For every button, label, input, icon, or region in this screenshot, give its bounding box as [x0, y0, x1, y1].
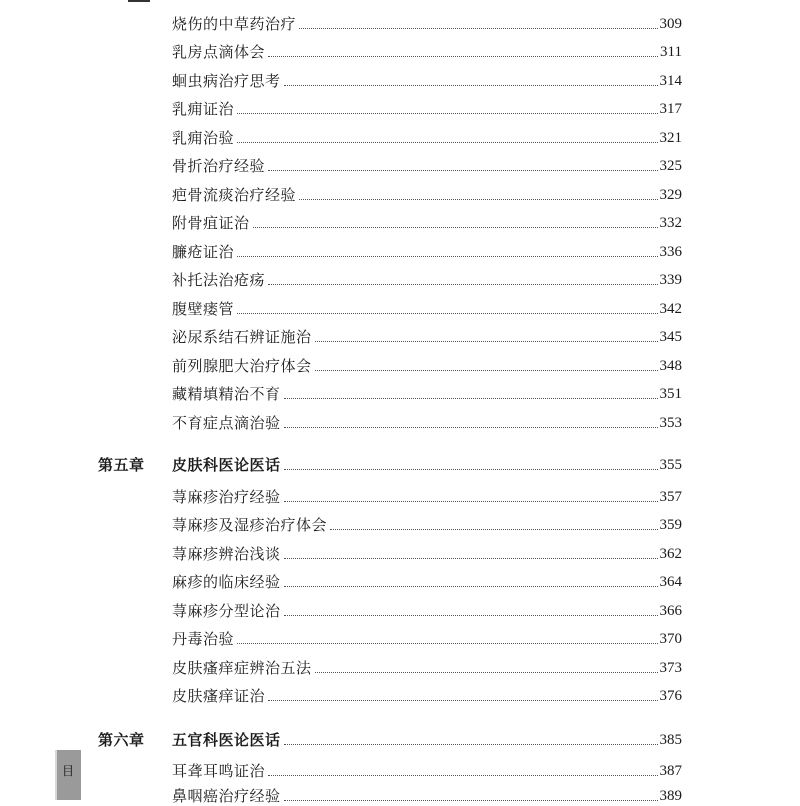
- chapter-heading: [98, 726, 682, 750]
- toc-entry: [172, 483, 682, 507]
- leader-dots: [330, 529, 657, 530]
- toc-entry: [172, 511, 682, 535]
- entry-title: 荨麻疹分型论治: [172, 602, 281, 620]
- leader-dots: [315, 341, 658, 342]
- entry-title: 蛔虫病治疗思考: [172, 72, 281, 90]
- leader-dots: [237, 313, 657, 314]
- page-number: 345: [659, 329, 682, 345]
- leader-dots: [299, 199, 657, 200]
- leader-dots: [284, 558, 658, 559]
- page-number: 317: [659, 101, 682, 117]
- entry-title: 烧伤的中草药治疗: [172, 15, 297, 33]
- toc-entry: [172, 266, 682, 290]
- page-number: 366: [659, 603, 682, 619]
- page-number: 339: [659, 272, 682, 288]
- leader-dots: [284, 469, 658, 470]
- leader-dots: [315, 370, 658, 371]
- leader-dots: [284, 800, 658, 801]
- page-number: 336: [659, 244, 682, 260]
- entry-title: 疤骨流痰治疗经验: [172, 186, 297, 204]
- chapter-number: 第五章: [98, 456, 145, 474]
- toc-entry: [172, 38, 682, 62]
- entry-title: 臁疮证治: [172, 243, 235, 261]
- entry-title: 荨麻疹及湿疹治疗体会: [172, 516, 328, 534]
- leader-dots: [268, 700, 657, 701]
- toc-entry: [172, 625, 682, 649]
- entry-title: 皮肤瘙痒证治: [172, 687, 266, 705]
- entry-title: 骨折治疗经验: [172, 157, 266, 175]
- toc-entry: [172, 409, 682, 433]
- page-number: 373: [659, 660, 682, 676]
- toc-entry: [172, 352, 682, 376]
- entry-title: 麻疹的临床经验: [172, 573, 281, 591]
- side-tab-label: 目: [62, 764, 75, 778]
- side-tab: [55, 750, 81, 800]
- entry-title: 乳痈治验: [172, 129, 235, 147]
- entry-title: 附骨疽证治: [172, 214, 250, 232]
- entry-title: 前列腺肥大治疗体会: [172, 357, 312, 375]
- page-number: 325: [659, 158, 682, 174]
- entry-title: 乳痈证治: [172, 100, 235, 118]
- page-number: 376: [659, 688, 682, 704]
- entry-title: 不育症点滴治验: [172, 414, 281, 432]
- entry-title: 丹毒治验: [172, 630, 235, 648]
- toc-entry: [172, 10, 682, 34]
- page-number: 351: [659, 386, 682, 402]
- toc-entry: [172, 152, 682, 176]
- chapter-number: 第六章: [98, 731, 145, 749]
- leader-dots: [268, 775, 657, 776]
- toc-entry: [172, 295, 682, 319]
- page-number: 342: [659, 301, 682, 317]
- leader-dots: [284, 85, 658, 86]
- page-number: 359: [659, 517, 682, 533]
- page-number: 314: [659, 73, 682, 89]
- leader-dots: [237, 142, 657, 143]
- page-number: 311: [660, 44, 682, 60]
- page-number: 332: [659, 215, 682, 231]
- leader-dots: [284, 427, 658, 428]
- page-number: 370: [659, 631, 682, 647]
- leader-dots: [315, 672, 658, 673]
- entry-title: 鼻咽癌治疗经验: [172, 787, 281, 805]
- leader-dots: [268, 56, 658, 57]
- page-number: 329: [659, 187, 682, 203]
- toc-entry: [172, 209, 682, 233]
- leader-dots: [268, 284, 657, 285]
- toc-entry: [172, 540, 682, 564]
- top-rule: [128, 0, 150, 2]
- leader-dots: [284, 744, 658, 745]
- leader-dots: [284, 501, 658, 502]
- entry-title: 腹壁瘘管: [172, 300, 235, 318]
- leader-dots: [253, 227, 658, 228]
- leader-dots: [237, 256, 657, 257]
- toc-entry: [172, 95, 682, 119]
- entry-title: 泌尿系结石辨证施治: [172, 328, 312, 346]
- leader-dots: [237, 643, 657, 644]
- page-number: 387: [659, 763, 682, 779]
- page-number: 385: [659, 732, 682, 748]
- toc-entry: [172, 782, 682, 806]
- page-number: 357: [659, 489, 682, 505]
- toc-entry: [172, 238, 682, 262]
- toc-entry: [172, 323, 682, 347]
- leader-dots: [237, 113, 657, 114]
- toc-entry: [172, 682, 682, 706]
- leader-dots: [299, 28, 657, 29]
- chapter-title: 五官科医论医话: [172, 731, 281, 749]
- toc-entry: [172, 654, 682, 678]
- toc-entry: [172, 124, 682, 148]
- toc-entry: [172, 568, 682, 592]
- chapter-title: 皮肤科医论医话: [172, 456, 281, 474]
- leader-dots: [284, 586, 658, 587]
- toc-entry: [172, 757, 682, 781]
- leader-dots: [268, 170, 657, 171]
- entry-title: 耳聋耳鸣证治: [172, 762, 266, 780]
- toc-entry: [172, 380, 682, 404]
- toc-entry: [172, 181, 682, 205]
- entry-title: 皮肤瘙痒症辨治五法: [172, 659, 312, 677]
- leader-dots: [284, 615, 658, 616]
- page-number: 364: [659, 574, 682, 590]
- page-number: 362: [659, 546, 682, 562]
- entry-title: 荨麻疹辨治浅谈: [172, 545, 281, 563]
- entry-title: 荨麻疹治疗经验: [172, 488, 281, 506]
- page-number: 355: [659, 457, 682, 473]
- page-number: 389: [659, 788, 682, 804]
- toc-entry: [172, 67, 682, 91]
- entry-title: 补托法治疮疡: [172, 271, 266, 289]
- page-number: 309: [659, 16, 682, 32]
- toc-entry: [172, 597, 682, 621]
- page-number: 348: [659, 358, 682, 374]
- page-number: 353: [659, 415, 682, 431]
- leader-dots: [284, 398, 658, 399]
- chapter-heading: [98, 451, 682, 475]
- entry-title: 乳房点滴体会: [172, 43, 266, 61]
- page-number: 321: [659, 130, 682, 146]
- entry-title: 藏精填精治不育: [172, 385, 281, 403]
